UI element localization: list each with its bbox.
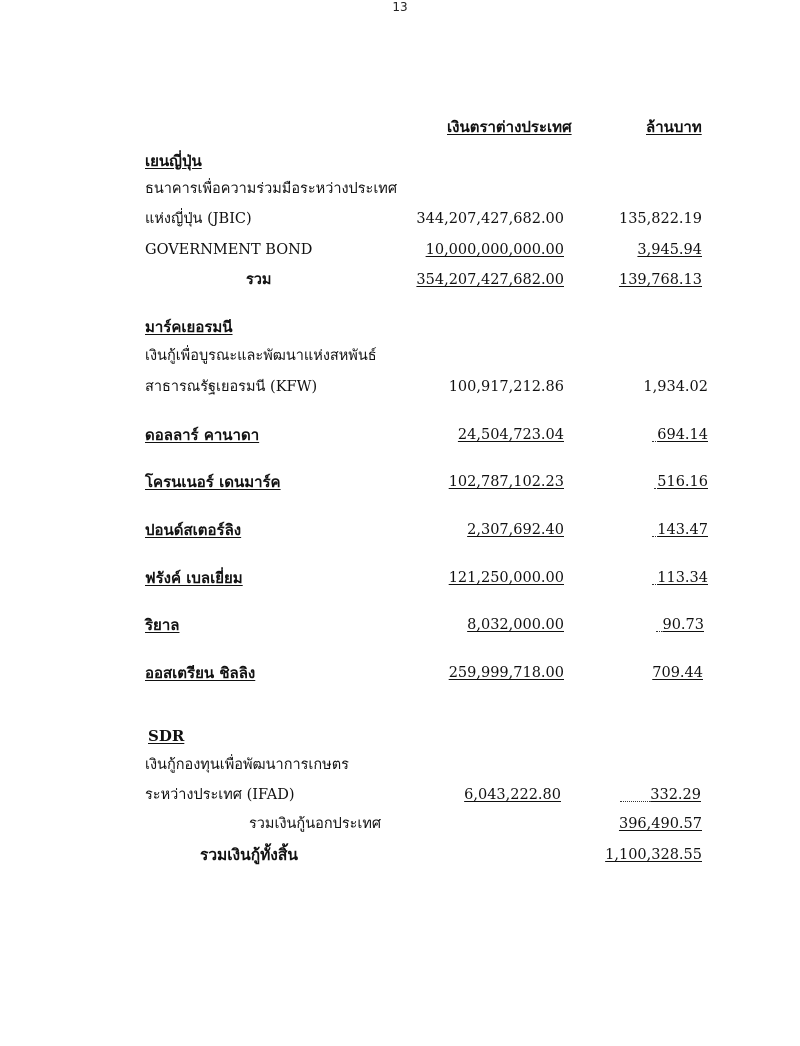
header-million-baht: ล้านบาท xyxy=(646,118,702,136)
section-title-bef: ฟรังค์ เบลเยี่ยม xyxy=(145,569,243,587)
bond-foreign-amount: 10,000,000,000.00 xyxy=(425,242,564,258)
yen-total-million-baht: 139,768.13 xyxy=(618,272,702,288)
section-title-riyal: ริยาล xyxy=(145,616,180,634)
grand-total-amount: 1,100,328.55 xyxy=(605,847,702,863)
yen-total-label: รวม xyxy=(246,271,272,288)
ifad-label-line1: เงินกู้กองทุนเพื่อพัฒนาการเกษตร xyxy=(145,757,349,773)
foreign-loans-total-amount: 396,490.57 xyxy=(618,816,702,832)
bond-label: GOVERNMENT BOND xyxy=(145,242,313,258)
grand-total-label: รวมเงินกู้ทั้งสิ้น xyxy=(200,845,298,864)
section-title-gbp: ปอนด์สเตอร์ลิง xyxy=(145,521,242,539)
gbp-foreign-amount: 2,307,692.40 xyxy=(467,522,564,538)
bef-foreign-amount: 121,250,000.00 xyxy=(448,570,564,586)
riyal-million-baht: 90.73 xyxy=(662,617,704,633)
bef-million-baht: 113.34 xyxy=(657,570,708,586)
dkk-foreign-amount: 102,787,102.23 xyxy=(448,474,564,490)
header-foreign-currency: เงินตราต่างประเทศ xyxy=(447,118,572,136)
kfw-label-line2: สาธารณรัฐเยอรมนี (KFW) xyxy=(145,379,318,395)
ifad-million-baht: 332.29 xyxy=(650,787,701,803)
kfw-label-line1: เงินกู้เพื่อบูรณะและพัฒนาแห่งสหพันธ์ xyxy=(145,348,377,364)
section-title-sdr: SDR xyxy=(148,727,185,745)
jbic-million-baht: 135,822.19 xyxy=(618,211,702,227)
cad-million-baht: 694.14 xyxy=(657,427,708,443)
section-title-yen: เยนญี่ปุ่น xyxy=(145,152,202,170)
page-number: 13 xyxy=(392,0,408,14)
kfw-foreign-amount: 100,917,212.86 xyxy=(448,379,564,395)
jbic-label-line1: ธนาคารเพื่อความร่วมมือระหว่างประเทศ xyxy=(145,181,398,197)
kfw-million-baht: 1,934.02 xyxy=(643,379,708,395)
section-title-dkk: โครนเนอร์ เดนมาร์ค xyxy=(145,473,281,491)
ats-foreign-amount: 259,999,718.00 xyxy=(448,665,564,681)
bond-million-baht: 3,945.94 xyxy=(637,242,702,258)
foreign-loans-total-label: รวมเงินกู้นอกประเทศ xyxy=(249,816,382,832)
jbic-foreign-amount: 344,207,427,682.00 xyxy=(416,211,564,227)
section-title-cad: ดอลลาร์ คานาดา xyxy=(145,426,260,444)
riyal-foreign-amount: 8,032,000.00 xyxy=(467,617,564,633)
dkk-million-baht: 516.16 xyxy=(657,474,708,490)
jbic-label-line2: แห่งญี่ปุ่น (JBIC) xyxy=(145,211,252,227)
ifad-label-line2: ระหว่างประเทศ (IFAD) xyxy=(145,787,295,803)
gbp-million-baht: 143.47 xyxy=(657,522,708,538)
yen-total-foreign-amount: 354,207,427,682.00 xyxy=(416,272,564,288)
cad-foreign-amount: 24,504,723.04 xyxy=(457,427,564,443)
ifad-foreign-amount: 6,043,222.80 xyxy=(464,787,561,803)
section-title-ats: ออสเตรียน ชิลลิง xyxy=(145,664,256,682)
ats-million-baht: 709.44 xyxy=(652,665,703,681)
section-title-mark: มาร์คเยอรมนี xyxy=(145,318,233,336)
